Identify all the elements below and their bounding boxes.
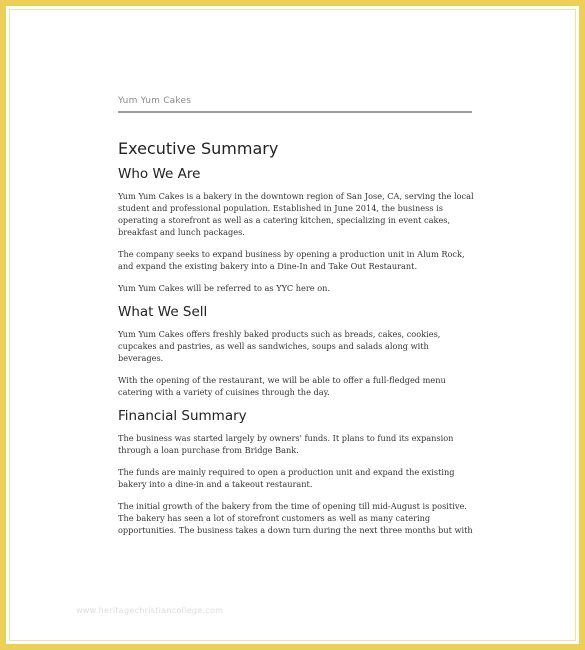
paragraph: The business was started largely by owners' funds. It plans to fund its expansion through a loan purchase from Bridge Bank. (118, 433, 454, 455)
section-heading: What We Sell (118, 304, 208, 320)
section-what-we-sell (118, 304, 474, 398)
section-financial-summary (118, 408, 474, 536)
section-heading: Who We Are (118, 166, 201, 182)
paragraph: The funds are mainly required to open a production unit and expand the existing bakery into a dine-in and a takeout restaurant. (118, 467, 455, 489)
section-heading: Financial Summary (118, 408, 247, 424)
paragraph: The initial growth of the bakery from the time of opening till mid-August is positive. The bakery has seen a lot of storefront customers as well as many catering opportunities. The business takes a down turn during the next three months but with (118, 501, 473, 535)
document-title: Executive Summary (118, 139, 279, 158)
section-who-we-are (118, 166, 474, 294)
header-rule (118, 111, 472, 113)
paragraph: The company seeks to expand business by opening a production unit in Alum Rock, and expand the existing bakery into a Dine-In and Take Out Restaurant. (118, 249, 465, 271)
paragraph: Yum Yum Cakes is a bakery in the downtown region of San Jose, CA, serving the local student and professional population. Established in June 2014, the business is operating a storefront as well as a catering kitchen, specializing in event cakes, breakfast and lunch packages. (118, 191, 474, 237)
running-header: Yum Yum Cakes (118, 96, 192, 106)
paragraph: Yum Yum Cakes will be referred to as YYC here on. (118, 283, 331, 293)
paragraph: With the opening of the restaurant, we will be able to offer a full-fledged menu catering with a variety of cuisines through the day. (118, 375, 446, 397)
document-page (118, 96, 474, 546)
paragraph: Yum Yum Cakes offers freshly baked products such as breads, cakes, cookies, cupcakes and pastries, as well as sandwiches, soups and salads along with beverages. (118, 329, 441, 363)
watermark: www.heritagechristiancollege.com (76, 606, 224, 615)
